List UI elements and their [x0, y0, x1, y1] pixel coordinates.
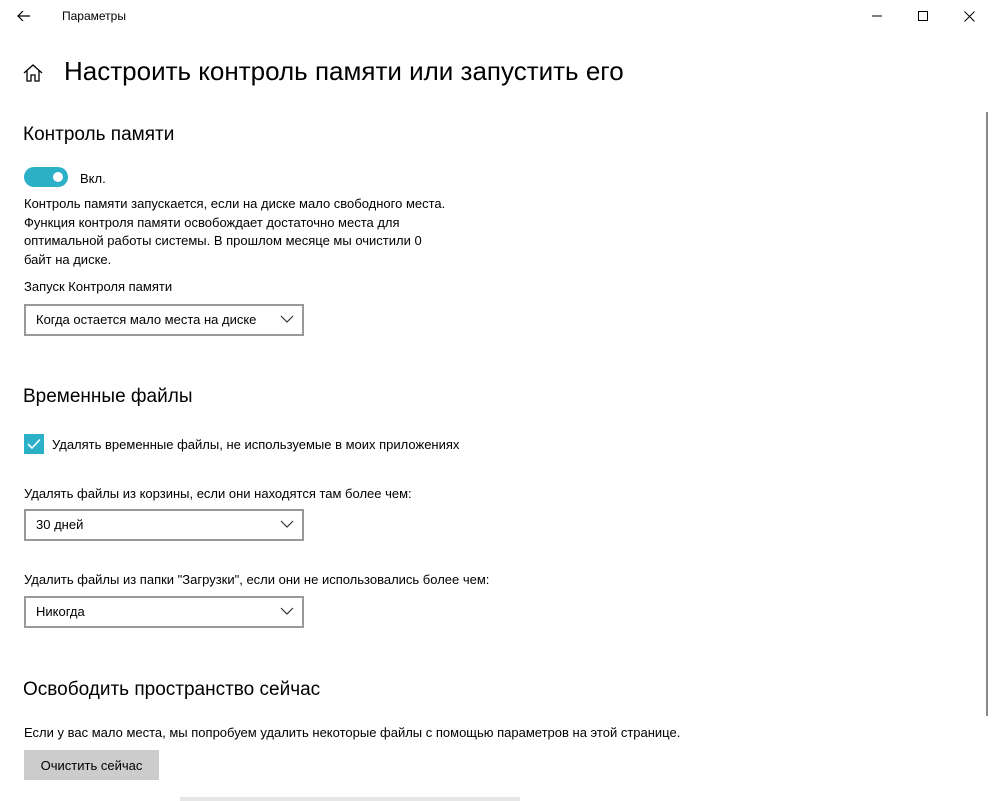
- description-line: Контроль памяти запускается, если на диске мало свободного места.: [24, 196, 446, 211]
- chevron-down-icon: [280, 314, 294, 324]
- downloads-dropdown[interactable]: [24, 596, 304, 628]
- back-button[interactable]: [8, 0, 40, 32]
- maximize-button[interactable]: [900, 0, 946, 32]
- downloads-label: Удалить файлы из папки "Загрузки", если они не использовались более чем:: [24, 572, 490, 587]
- toggle-knob: [53, 172, 63, 182]
- description-line: оптимальной работы системы. В прошлом месяце мы очистили 0: [24, 233, 422, 248]
- run-storage-sense-dropdown[interactable]: [24, 304, 304, 336]
- maximize-icon: [918, 11, 928, 21]
- scrollbar[interactable]: [986, 112, 988, 716]
- chevron-down-icon: [280, 606, 294, 616]
- section-title-storage-sense: Контроль памяти: [23, 124, 175, 145]
- clean-now-button[interactable]: Очистить сейчас: [24, 750, 159, 780]
- close-icon: [964, 11, 975, 22]
- app-title: Параметры: [62, 9, 126, 23]
- dropdown-value: 30 дней: [36, 517, 84, 532]
- delete-temp-files-checkbox[interactable]: [24, 434, 44, 454]
- free-space-description: Если у вас мало места, мы попробуем удалить некоторые файлы с помощью параметров на этой странице.: [24, 725, 681, 740]
- description-line: байт на диске.: [24, 251, 112, 267]
- recycle-bin-dropdown[interactable]: [24, 509, 304, 541]
- storage-sense-description: [24, 195, 445, 269]
- run-storage-sense-label: Запуск Контроля памяти: [24, 279, 173, 294]
- home-button[interactable]: [22, 62, 44, 84]
- minimize-icon: [872, 11, 882, 21]
- section-title-free-space: Освободить пространство сейчас: [23, 679, 321, 700]
- storage-sense-toggle[interactable]: [24, 167, 68, 187]
- delete-temp-files-label: Удалять временные файлы, не используемые в моих приложениях: [52, 437, 460, 452]
- close-button[interactable]: [946, 0, 992, 32]
- dropdown-value: Когда остается мало места на диске: [36, 312, 257, 327]
- toggle-state-label: Вкл.: [80, 171, 106, 186]
- dropdown-value: Никогда: [36, 604, 85, 619]
- minimize-button[interactable]: [854, 0, 900, 32]
- page-title: Настроить контроль памяти или запустить его: [64, 56, 624, 86]
- description-line: Функция контроля памяти освобождает достаточно места для: [24, 214, 400, 230]
- checkmark-icon: [27, 438, 41, 450]
- recycle-bin-label: Удалять файлы из корзины, если они находятся там более чем:: [24, 486, 412, 501]
- home-icon: [22, 62, 44, 84]
- content-cutoff: [0, 797, 992, 801]
- chevron-down-icon: [280, 519, 294, 529]
- section-title-temp-files: Временные файлы: [23, 386, 193, 407]
- title-bar: [0, 0, 992, 32]
- back-arrow-icon: [17, 10, 31, 22]
